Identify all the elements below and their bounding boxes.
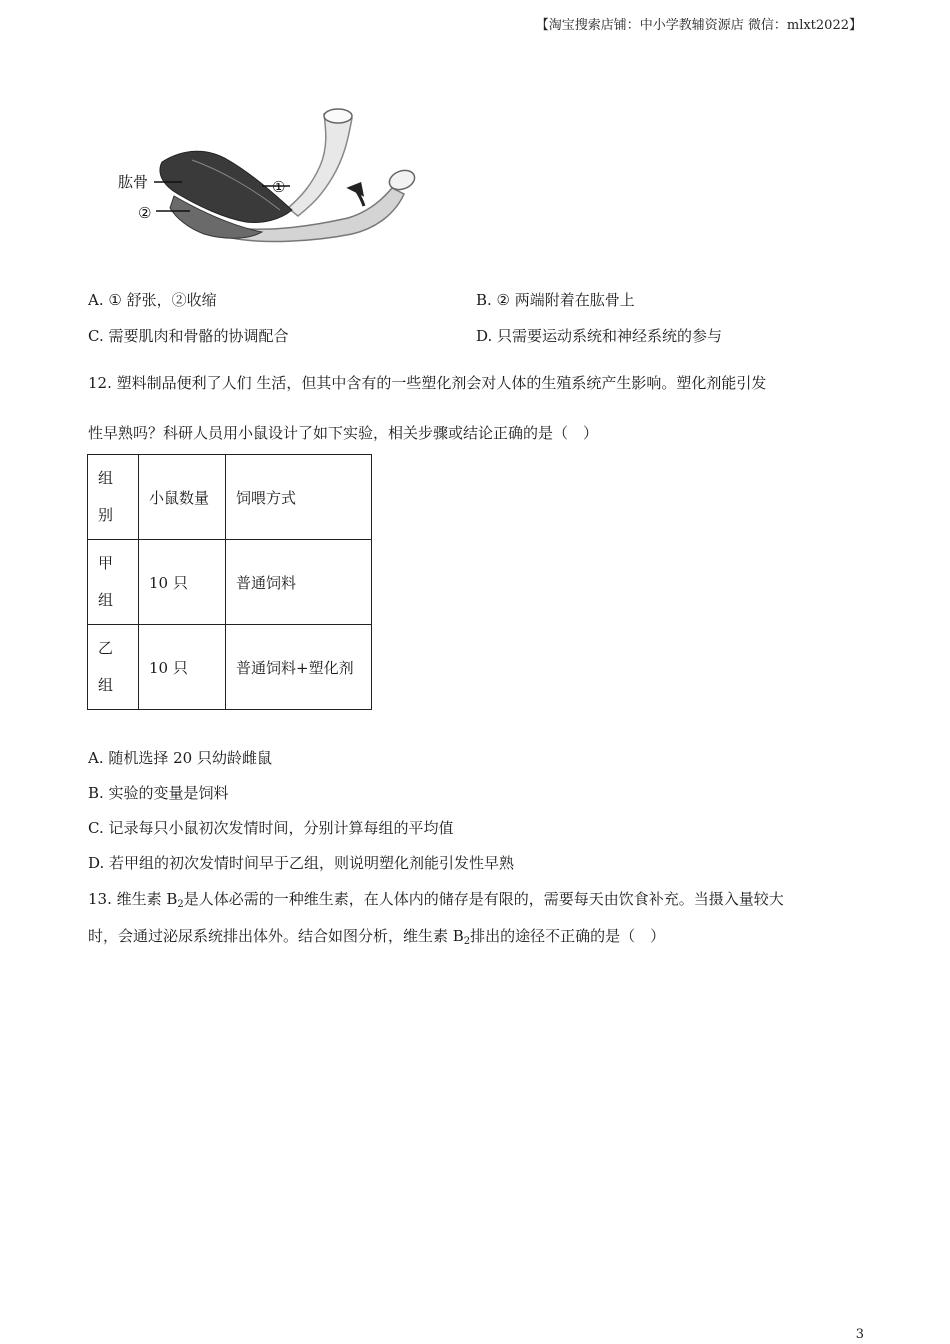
q12-option-c: C. 记录每只小鼠初次发情时间，分别计算每组的平均值 — [88, 819, 454, 837]
q12-option-d: D. 若甲组的初次发情时间早于乙组，则说明塑化剂能引发性早熟 — [88, 854, 515, 872]
q12-line-1: 12. 塑料制品便利了人们 生活，但其中含有的一些塑化剂会对人体的生殖系统产生影响。塑化剂能引发 — [88, 374, 767, 392]
cell-count: 10 只 — [139, 625, 226, 710]
experiment-table — [87, 454, 372, 710]
q11-option-a: A. ① 舒张，②收缩 — [88, 291, 217, 309]
label-muscle-1: ① — [272, 178, 286, 196]
q11-option-d: D. 只需要运动系统和神经系统的参与 — [476, 327, 723, 345]
cell-group: 甲 组 — [88, 540, 139, 625]
q12-line-2: 性早熟吗？科研人员用小鼠设计了如下实验，相关步骤或结论正确的是（ ） — [88, 424, 599, 442]
cell-group: 乙 组 — [88, 625, 139, 710]
q13-line-2: 时，会通过泌尿系统排出体外。结合如图分析，维生素 $B_2$排出的途径不正确的是（ ） — [88, 927, 666, 947]
header-count: 小鼠数量 — [139, 455, 226, 540]
table-header-row — [88, 455, 372, 540]
q11-option-c: C. 需要肌肉和骨骼的协调配合 — [88, 327, 289, 345]
arm-muscle-figure — [112, 100, 432, 250]
cell-feed: 普通饲料+塑化剂 — [226, 625, 372, 710]
header-group: 组 别 — [88, 455, 139, 540]
table-row — [88, 625, 372, 710]
watermark-header: 【淘宝搜索店铺：中小学教辅资源店 微信：mlxt2022】 — [535, 18, 862, 33]
q12-option-a: A. 随机选择 20 只幼龄雌鼠 — [88, 749, 272, 767]
table-row — [88, 540, 372, 625]
cell-count: 10 只 — [139, 540, 226, 625]
label-muscle-2: ② — [138, 204, 152, 222]
arm-muscle-illustration — [112, 100, 432, 250]
q13-line-1: 13. 维生素 $B_2$是人体必需的一种维生素，在人体内的储存是有限的，需要每天由饮食补充。当摄入量较大 — [88, 890, 784, 910]
q12-option-b: B. 实验的变量是饲料 — [88, 784, 229, 802]
page-number: 3 — [855, 1327, 864, 1342]
label-humerus: 肱骨 — [118, 173, 149, 191]
header-feed: 饲喂方式 — [226, 455, 372, 540]
cell-feed: 普通饲料 — [226, 540, 372, 625]
q11-option-b: B. ② 两端附着在肱骨上 — [476, 291, 635, 309]
